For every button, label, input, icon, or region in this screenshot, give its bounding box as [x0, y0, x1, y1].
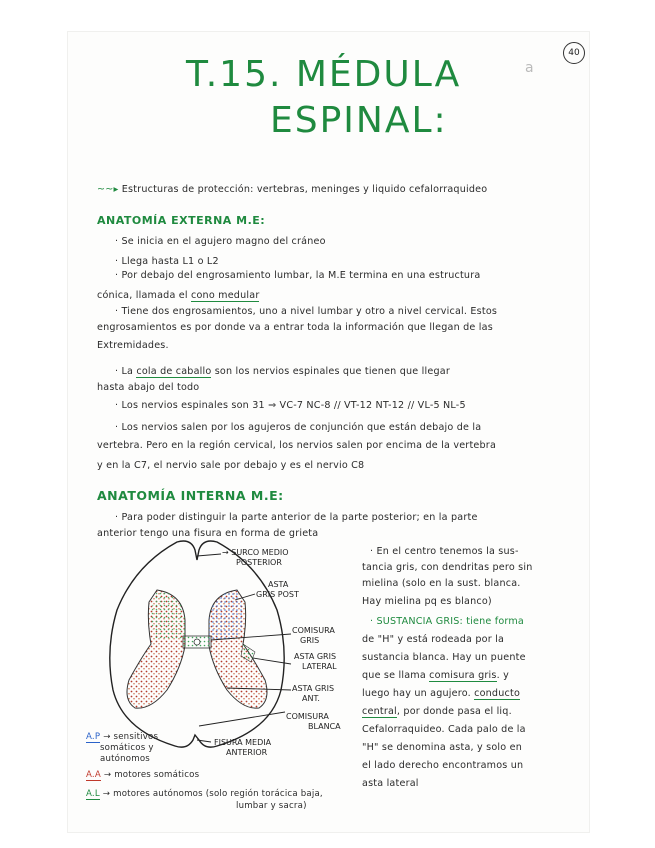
external-bullet-4a: · Tiene dos engrosamientos, uno a nivel lumbar y otro a nivel cervical. Estos — [115, 306, 498, 317]
legend-ap-text2: somáticos y — [100, 743, 154, 753]
external-bullet-4b: engrosamientos es por donde va a entrar toda la información que llegan de las — [97, 322, 493, 333]
external-bullet-5a-pre: · La — [115, 366, 137, 377]
right-line-8-post: . y — [496, 670, 509, 681]
right-line-14: asta lateral — [362, 778, 419, 789]
external-bullet-3b — [97, 290, 259, 301]
right-line-6: de "H" y está rodeada por la — [362, 634, 505, 645]
label-comisura-gris-1: COMISURA — [292, 626, 335, 635]
label-asta-ant-1: ASTA GRIS — [292, 684, 335, 693]
label-asta-ant — [292, 684, 334, 704]
label-asta-lateral-2: LATERAL — [302, 662, 337, 671]
internal-line-1a: · Para poder distinguir la parte anterior de la parte posterior; en la parte — [115, 512, 478, 523]
legend-aa — [86, 770, 199, 780]
right-line-9 — [362, 688, 520, 699]
comisura-gris-term: comisura gris — [429, 670, 497, 681]
right-line-13: el lado derecho encontramos un — [362, 760, 524, 771]
right-line-10-post: , por donde pasa el liq. — [396, 706, 512, 717]
label-surco-1: → SURCO MEDIO — [222, 548, 289, 557]
legend-aa-text: → motores somáticos — [103, 770, 200, 780]
corner-mark: a — [525, 60, 534, 76]
right-line-4: Hay mielina pq es blanco) — [362, 596, 492, 607]
legend-ap-term: A.P — [86, 732, 101, 742]
external-heading: ANATOMÍA EXTERNA M.E: — [97, 214, 266, 227]
label-comisura-gris — [292, 626, 335, 646]
internal-heading: ANATOMÍA INTERNA M.E: — [97, 488, 284, 503]
external-bullet-4c: Extremidades. — [97, 340, 169, 351]
right-line-2: tancia gris, con dendritas pero sin — [362, 562, 533, 573]
title-line-1: T.15. MÉDULA — [186, 54, 462, 95]
external-bullet-7c: y en la C7, el nervio sale por debajo y es el nervio C8 — [97, 460, 365, 471]
label-asta-post-2: GRIS POST — [256, 590, 299, 599]
label-comisura-blanca-2: BLANCA — [308, 722, 341, 731]
label-asta-post-1: ASTA — [268, 580, 289, 589]
right-line-9-pre: luego hay un agujero. — [362, 688, 475, 699]
external-bullet-7b: vertebra. Pero en la región cervical, los nervios salen por encima de la vertebra — [97, 440, 497, 451]
label-fisura-2: ANTERIOR — [226, 748, 268, 757]
label-comisura-blanca — [286, 712, 341, 732]
intro-text: Estructuras de protección: vertebras, meninges y liquido cefalorraquideo — [121, 184, 488, 195]
right-line-7: sustancia blanca. Hay un puente — [362, 652, 526, 663]
label-surco-2: POSTERIOR — [236, 558, 282, 567]
intro-line — [97, 184, 487, 195]
legend-al-term: A.L — [86, 789, 100, 799]
sustancia-gris-heading: · SUSTANCIA GRIS: tiene forma — [370, 616, 525, 627]
cola-caballo-term: cola de caballo — [136, 366, 212, 377]
label-fisura — [214, 738, 271, 758]
external-bullet-3a: · Por debajo del engrosamiento lumbar, la M.E termina en una estructura — [115, 270, 481, 281]
label-comisura-blanca-1: COMISURA — [286, 712, 329, 721]
label-fisura-1: FISURA MEDIA — [214, 738, 272, 747]
right-line-8 — [362, 670, 509, 681]
external-bullet-5a-post: son los nervios espinales que tienen que llegar — [211, 366, 450, 377]
right-line-3: mielina (solo en la sust. blanca. — [362, 578, 521, 589]
right-line-10 — [362, 706, 512, 717]
gray-matter-left — [127, 590, 185, 708]
external-bullet-3b-text: cónica, llamada el — [97, 290, 192, 301]
external-bullet-1: · Se inicia en el agujero magno del cráneo — [115, 236, 326, 247]
gray-commissure — [183, 636, 211, 648]
conducto-term: conducto — [474, 688, 521, 699]
label-asta-post — [256, 580, 299, 600]
external-bullet-7a: · Los nervios salen por los agujeros de conjunción que están debajo de la — [115, 422, 482, 433]
legend-ap-text: → sensitivos — [103, 732, 159, 742]
external-bullet-5a — [115, 366, 450, 377]
page-number: 40 — [563, 42, 585, 64]
legend-al-text: → motores autónomos (solo región torácica baja, — [102, 789, 323, 799]
right-line-8-pre: que se llama — [362, 670, 430, 681]
legend-aa-term: A.A — [86, 770, 101, 780]
label-surco — [222, 548, 289, 568]
external-bullet-2: · Llega hasta L1 o L2 — [115, 256, 219, 267]
central-term: central — [362, 706, 397, 717]
intro-arrow-icon: ~~▸ — [97, 184, 119, 195]
right-line-12: "H" se denomina asta, y solo en — [362, 742, 522, 753]
internal-line-1b: anterior tengo una fisura en forma de grieta — [97, 528, 319, 539]
right-line-1: · En el centro tenemos la sus- — [370, 546, 519, 557]
legend-al — [86, 788, 323, 812]
external-bullet-5b: hasta abajo del todo — [97, 382, 200, 393]
legend-ap-text3: autónomos — [100, 754, 150, 764]
right-line-11: Cefalorraquideo. Cada palo de la — [362, 724, 526, 735]
title-line-2: ESPINAL: — [270, 100, 448, 141]
legend-al-text2: lumbar y sacra) — [236, 801, 307, 811]
label-asta-lateral-1: ASTA GRIS — [294, 652, 337, 661]
cono-medular-term: cono medular — [191, 290, 260, 301]
label-asta-lateral — [294, 652, 337, 672]
label-comisura-gris-2: GRIS — [300, 636, 320, 645]
legend-ap — [86, 732, 158, 765]
right-line-5 — [370, 616, 524, 627]
gray-matter-right — [209, 590, 267, 708]
external-bullet-6: · Los nervios espinales son 31 ⇒ VC-7 NC-8 // VT-12 NT-12 // VL-5 NL-5 — [115, 400, 466, 411]
label-asta-ant-2: ANT. — [302, 694, 320, 703]
